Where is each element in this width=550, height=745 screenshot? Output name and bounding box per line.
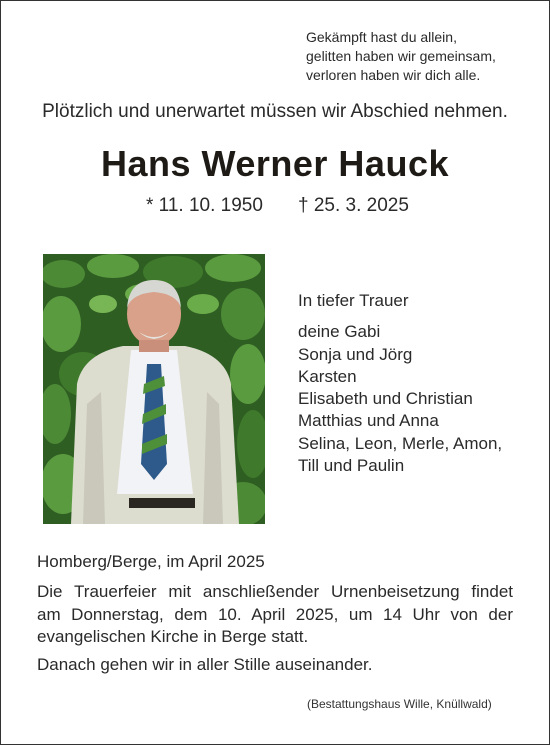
funeral-details (37, 581, 513, 649)
poem-line: Gekämpft hast du allein, (306, 29, 457, 45)
poem-verse (306, 28, 496, 85)
mourner-name: Elisabeth und Christian (298, 389, 473, 409)
poem-line: gelitten haben wir gemeinsam, (306, 48, 496, 64)
poem-line: verloren haben wir dich alle. (306, 67, 481, 83)
place-date: Homberg/Berge, im April 2025 (37, 552, 265, 571)
deceased-name: Hans Werner Hauck (101, 143, 449, 184)
funeral-line: am Donnerstag, dem 10. April 2025, um 14 Uhr von der (37, 604, 513, 624)
mourners-list (298, 290, 502, 477)
mourners-lead: In tiefer Trauer (298, 291, 409, 310)
funeral-home-credit: (Bestattungshaus Wille, Knüllwald) (307, 697, 492, 711)
mourner-name: Matthias und Anna (298, 411, 439, 431)
mourner-name: Till und Paulin (298, 456, 405, 476)
mourner-name: deine Gabi (298, 322, 381, 342)
portrait-photo (43, 254, 265, 524)
birth-date: * 11. 10. 1950 (146, 195, 263, 216)
death-date: † 25. 3. 2025 (298, 195, 409, 216)
funeral-line: evangelischen Kirche in Berge statt. (37, 627, 309, 646)
intro-text: Plötzlich und unerwartet müssen wir Abschied nehmen. (42, 101, 508, 122)
mourner-name: Sonja und Jörg (298, 344, 413, 364)
funeral-line: Die Trauerfeier mit anschließender Urnenbeisetzung findet (37, 582, 513, 601)
mourner-name: Karsten (298, 366, 357, 386)
mourner-name: Selina, Leon, Merle, Amon, (298, 433, 503, 453)
closing-text: Danach gehen wir in aller Stille auseinander. (37, 655, 373, 674)
